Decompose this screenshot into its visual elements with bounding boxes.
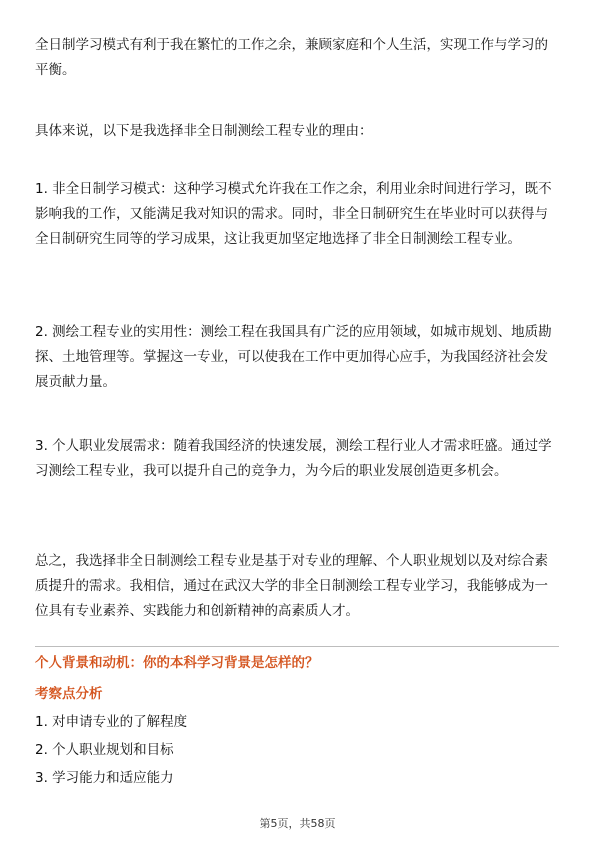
paragraph-reason-1: 1. 非全日制学习模式：这种学习模式允许我在工作之余，利用业余时间进行学习，既不影响我的工作，又能满足我对知识的需求。同时，非全日制研究生在毕业时可以获得与全日制研究生同等的学习成果，这让我更加坚定地选择了非全日制测绘工程专业。 bbox=[35, 181, 552, 247]
paragraph-intro: 全日制学习模式有利于我在繁忙的工作之余，兼顾家庭和个人生活，实现工作与学习的平衡。 bbox=[35, 37, 548, 78]
paragraph-reason-2: 2. 测绘工程专业的实用性：测绘工程在我国具有广泛的应用领域，如城市规划、地质勘探、土地管理等。掌握这一专业，可以使我在工作中更加得心应手，为我国经济社会发展贡献力量。 bbox=[35, 324, 552, 390]
paragraph-reasons-lead: 具体来说，以下是我选择非全日制测绘工程专业的理由： bbox=[35, 123, 373, 139]
page-number: 第5页，共58页 bbox=[259, 817, 336, 830]
analysis-item: 1. 对申请专业的了解程度 bbox=[35, 714, 188, 730]
analysis-item: 2. 个人职业规划和目标 bbox=[35, 742, 174, 758]
analysis-title: 考察点分析 bbox=[35, 686, 103, 702]
analysis-item: 3. 学习能力和适应能力 bbox=[35, 770, 174, 786]
paragraph-conclusion: 总之，我选择非全日制测绘工程专业是基于对专业的理解、个人职业规划以及对综合素质提升的需求。我相信，通过在武汉大学的非全日制测绘工程专业学习，我能够成为一位具有专业素养、实践能力和创新精神的高素质人才。 bbox=[35, 553, 548, 619]
interview-question: 个人背景和动机：你的本科学习背景是怎样的？ bbox=[35, 655, 319, 671]
paragraph-reason-3: 3. 个人职业发展需求：随着我国经济的快速发展，测绘工程行业人才需求旺盛。通过学习测绘工程专业，我可以提升自己的竞争力，为今后的职业发展创造更多机会。 bbox=[35, 438, 552, 479]
section-divider bbox=[35, 646, 559, 647]
